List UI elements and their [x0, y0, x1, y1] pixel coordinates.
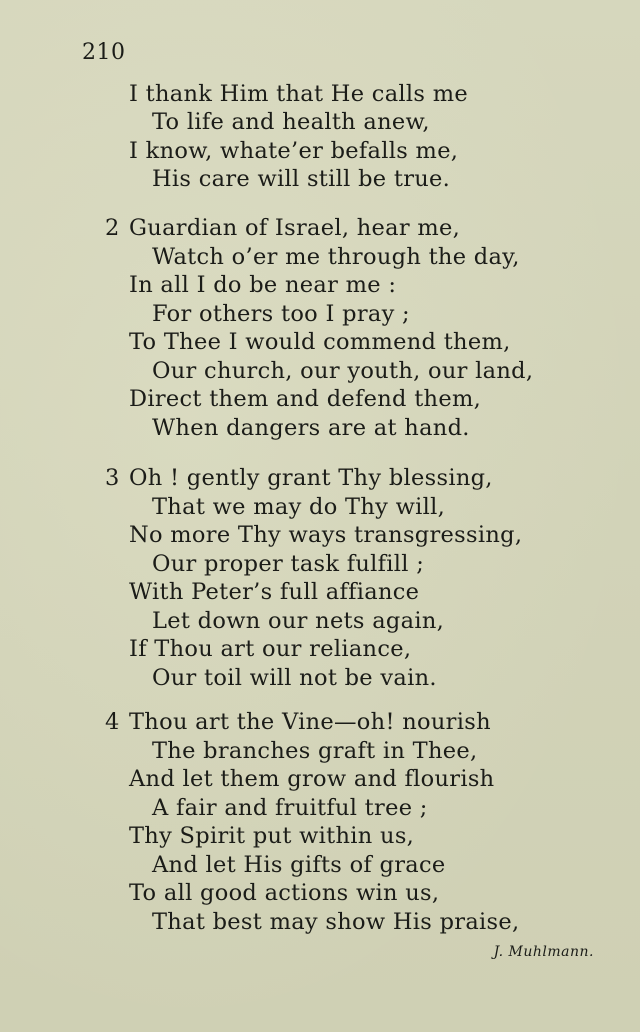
- verse-line: That we may do Thy will,: [152, 494, 446, 520]
- verse-line: Our church, our youth, our land,: [152, 358, 534, 384]
- verse-line: To Thee I would commend them,: [129, 329, 511, 355]
- verse-line: Thy Spirit put within us,: [129, 823, 415, 849]
- verse-line: Our toil will not be vain.: [152, 665, 437, 691]
- page-number: 210: [82, 40, 126, 65]
- verse-line: With Peter’s full affiance: [129, 579, 420, 605]
- verse-line: When dangers are at hand.: [152, 415, 470, 441]
- verse-line: Let down our nets again,: [152, 608, 445, 634]
- verse-line: The branches graft in Thee,: [152, 738, 478, 764]
- verse-line: Watch o’er me through the day,: [152, 244, 520, 270]
- verse-line: Direct them and defend them,: [129, 386, 482, 412]
- verse-line: And let His gifts of grace: [152, 852, 446, 878]
- verse-line: I thank Him that He calls me: [129, 81, 468, 107]
- verse-line: Thou art the Vine—oh! nourish: [129, 709, 491, 735]
- verse-line: To all good actions win us,: [129, 880, 440, 906]
- verse-line: If Thou art our reliance,: [129, 636, 412, 662]
- verse-line: Our proper task fulfill ;: [152, 551, 425, 577]
- verse-line: Guardian of Israel, hear me,: [129, 215, 461, 241]
- verse-line: That best may show His praise,: [152, 909, 520, 935]
- verse-line: No more Thy ways transgressing,: [129, 522, 523, 548]
- verse-line: For others too I pray ;: [152, 301, 410, 327]
- verse-line: A fair and fruitful tree ;: [152, 795, 428, 821]
- verse-line: In all I do be near me :: [129, 272, 397, 298]
- stanza-number: 3: [105, 465, 120, 491]
- author-attribution: J. Muhlmann.: [493, 944, 594, 960]
- verse-line: His care will still be true.: [152, 166, 451, 192]
- stanza-number: 2: [105, 215, 120, 241]
- stanza-number: 4: [105, 709, 120, 735]
- verse-line: To life and health anew,: [152, 109, 430, 135]
- verse-line: And let them grow and flourish: [129, 766, 495, 792]
- verse-line: Oh ! gently grant Thy blessing,: [129, 465, 493, 491]
- verse-line: I know, whate’er befalls me,: [129, 138, 459, 164]
